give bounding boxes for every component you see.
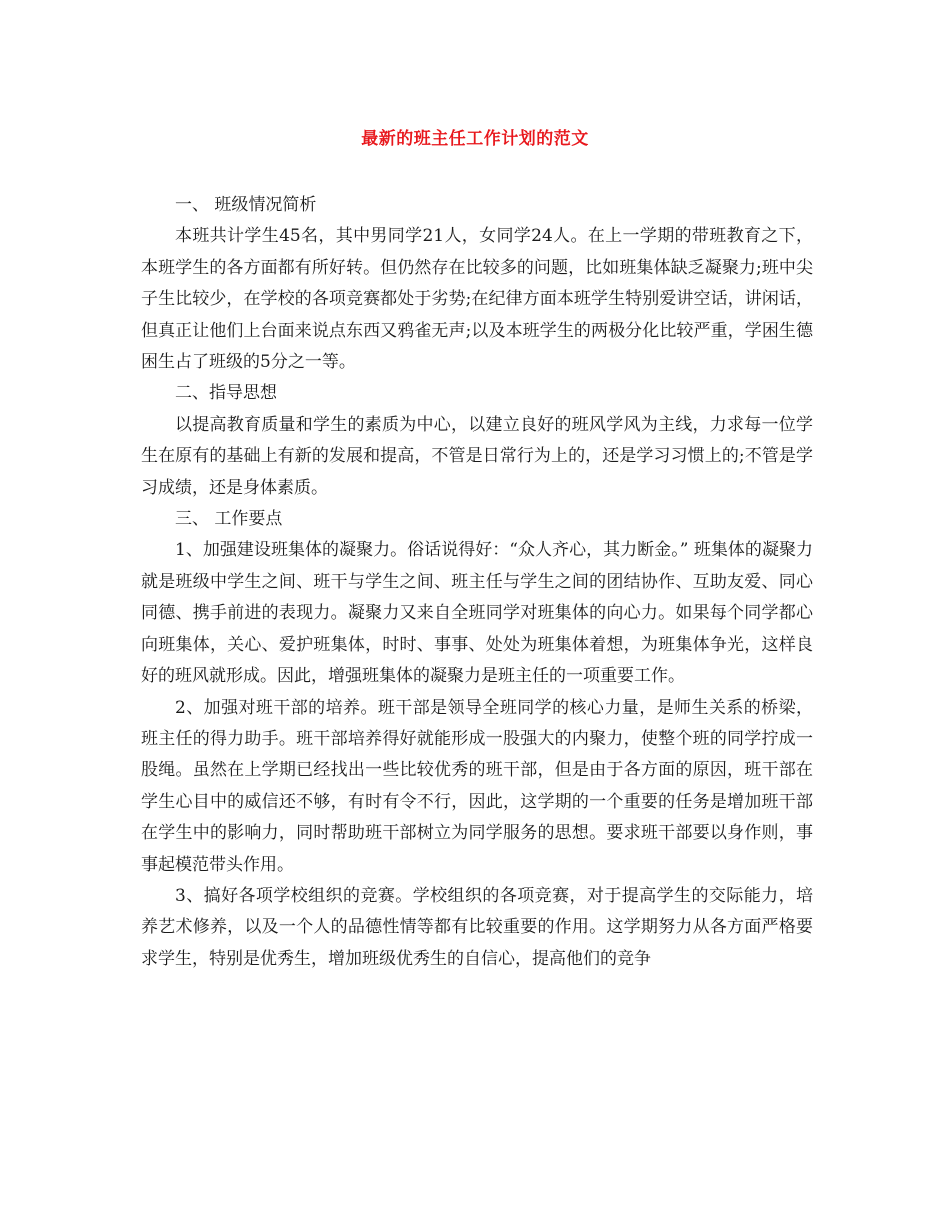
section-heading: 一、 班级情况简析 — [175, 195, 317, 215]
paragraph: 3、搞好各项学校组织的竞赛。学校组织的各项竞赛，对于提高学生的交际能力，培养艺术修养，以及一个人的品德性情等都有比较重要的作用。这学期努力从各方面严格要求学生，特别是优秀生，增加班级优秀生的自信心，提高他们的竞争 — [141, 885, 813, 969]
paragraph: 2、加强对班干部的培养。班干部是领导全班同学的核心力量，是师生关系的桥梁，班主任的得力助手。班干部培养得好就能形成一股强大的内聚力，使整个班的同学拧成一股绳。虽然在上学期已经找出一些比较优秀的班干部，但是由于各方面的原因，班干部在学生心目中的威信还不够，有时有令不行，因此，这学期的一个重要的任务是增加班干部在学生中的影响力，同时帮助班干部树立为同学服务的思想。要求班干部要以身作则，事事起模范带头作用。 — [141, 697, 813, 875]
section-heading: 三、 工作要点 — [175, 509, 283, 530]
section-heading: 二、指导思想 — [175, 383, 277, 404]
document-title: 最新的班主任工作计划的范文 — [361, 129, 589, 149]
document-body — [141, 190, 813, 975]
paragraph: 以提高教育质量和学生的素质为中心，以建立良好的班风学风为主线，力求每一位学生在原有的基础上有新的发展和提高，不管是日常行为上的，还是学习习惯上的;不管是学习成绩，还是身体素质。 — [141, 414, 813, 498]
paragraph: 1、加强建设班集体的凝聚力。俗话说得好：“众人齐心，其力断金。” 班集体的凝聚力就是班级中学生之间、班干与学生之间、班主任与学生之间的团结协作、互助友爱、同心同德、携手前进的表现力。凝聚力又来自全班同学对班集体的向心力。如果每个同学都心向班集体，关心、爱护班集体，时时、事事、处处为班集体着想，为班集体争光，这样良好的班风就形成。因此，增强班集体的凝聚力是班主任的一项重要工作。 — [141, 540, 813, 687]
paragraph: 本班共计学生45名，其中男同学21人，女同学24人。在上一学期的带班教育之下，本班学生的各方面都有所好转。但仍然存在比较多的问题，比如班集体缺乏凝聚力;班中尖子生比较少，在学校的各项竞赛都处于劣势;在纪律方面本班学生特别爱讲空话，讲闲话，但真正让他们上台面来说点东西又鸦雀无声;以及本班学生的两极分化比较严重，学困生德困生占了班级的5分之一等。 — [141, 226, 813, 373]
